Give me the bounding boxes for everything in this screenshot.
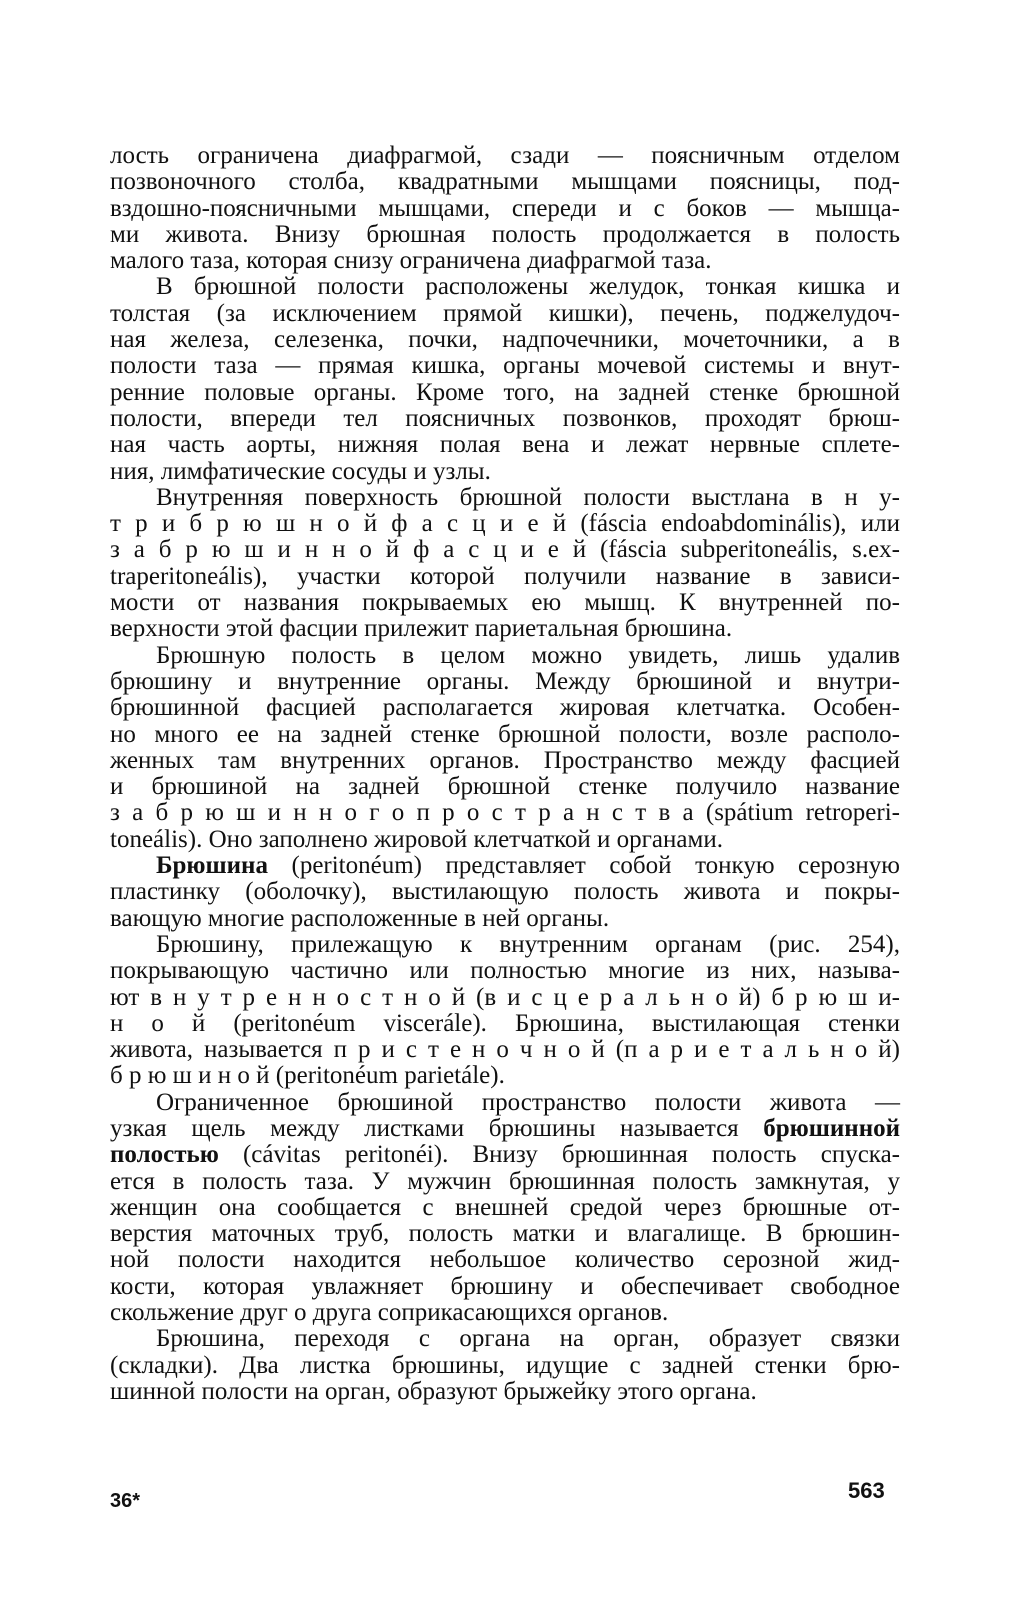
text-line: т р и б р ю ш н о й ф а с ц и е й (fáscia endoabdominális), или <box>110 510 900 538</box>
paragraph-p6 <box>110 932 900 1090</box>
text-line: з а б р ю ш и н н о й ф а с ц и е й (fáscia subperitoneális, s.ex- <box>110 536 900 564</box>
text-line: Брюшина (peritonéum) представляет собой тонкую серозную <box>156 852 900 880</box>
text-line: ется в полость таза. У мужчин брюшинная полость замкнутая, у <box>110 1167 900 1195</box>
text-line: верстия маточных труб, полость матки и влагалище. В брюшин- <box>110 1220 900 1248</box>
paragraph-p5 <box>110 853 900 932</box>
signature-mark: 36* <box>110 1490 141 1512</box>
text-line: полостью (cávitas peritonéi). Внизу брюшинная полость спуска- <box>110 1141 900 1169</box>
text-line: вздошно-поясничными мышцами, спереди и с боков — мышца- <box>110 194 900 222</box>
text-line: живота, называется п р и с т е н о ч н о й (п а р и е т а л ь н о й) <box>110 1036 900 1064</box>
paragraph-p7 <box>110 1090 900 1327</box>
text-line: ют в н у т р е н н о с т н о й (в и с ц е р а л ь н о й) б р ю ш и- <box>110 983 900 1011</box>
text-line: скольжение друг о друга соприкасающихся органов. <box>110 1299 669 1327</box>
text-line: В брюшной полости расположены желудок, тонкая кишка и <box>156 273 900 301</box>
text-line: брюшинной фасцией располагается жировая клетчатка. Особен- <box>110 694 900 722</box>
text-line: покрывающую частично или полностью многие из них, называ- <box>110 957 900 985</box>
text-line: вающую многие расположенные в ней органы. <box>110 904 610 932</box>
text-line: лость ограничена диафрагмой, сзади — поясничным отделом <box>110 142 900 169</box>
text-line: ная железа, селезенка, почки, надпочечники, мочеточники, а в <box>110 326 900 354</box>
page-number: 563 <box>848 1478 885 1503</box>
text-line: и брюшиной на задней брюшной стенке получило название <box>110 773 900 801</box>
text-line: полости, впереди тел поясничных позвонков, проходят брюш- <box>110 404 900 432</box>
text-line: ная часть аорты, нижняя полая вена и лежат нервные сплете- <box>110 431 900 459</box>
text-line: Внутренняя поверхность брюшной полости выстлана в н у- <box>156 483 900 511</box>
text-line: толстая (за исключением прямой кишки), печень, поджелудоч- <box>110 299 900 327</box>
text-line: шинной полости на орган, образуют брыжейку этого органа. <box>110 1377 757 1405</box>
text-line: Брюшину, прилежащую к внутренним органам (рис. 254), <box>156 930 900 958</box>
text-line: женных там внутренних органов. Пространство между фасцией <box>110 746 900 774</box>
text-line: верхности этой фасции прилежит париетальная брюшина. <box>110 615 733 643</box>
text-line: малого таза, которая снизу ограничена диафрагмой таза. <box>110 247 712 275</box>
paragraph-p3 <box>110 485 900 643</box>
paragraph-p4 <box>110 643 900 853</box>
paragraph-p8 <box>110 1326 900 1405</box>
text-line: позвоночного столба, квадратными мышцами поясницы, под- <box>110 168 900 196</box>
text-line: Брюшную полость в целом можно увидеть, лишь удалив <box>156 641 900 669</box>
text-line: полости таза — прямая кишка, органы мочевой системы и внут- <box>110 352 900 380</box>
text-line: но много ее на задней стенке брюшной полости, возле располо- <box>110 720 900 748</box>
text-line: брюшину и внутренние органы. Между брюшиной и внутри- <box>110 667 900 695</box>
text-line: Брюшина, переходя с органа на орган, образует связки <box>156 1325 900 1353</box>
text-line: ми живота. Внизу брюшная полость продолжается в полость <box>110 220 900 248</box>
text-line: ренние половые органы. Кроме того, на задней стенке брюшной <box>110 378 900 406</box>
body-text <box>110 143 900 1405</box>
text-line: узкая щель между листками брюшины называется брюшинной <box>110 1114 900 1142</box>
text-line: traperitoneális), участки которой получили название в зависи- <box>110 562 900 590</box>
text-line: ния, лимфатические сосуды и узлы. <box>110 457 491 485</box>
text-line: (складки). Два листка брюшины, идущие с задней стенки брю- <box>110 1351 900 1379</box>
text-line: ной полости находится небольшое количество серозной жид- <box>110 1246 900 1274</box>
text-line: б р ю ш и н о й (peritonéum parietále). <box>110 1062 505 1090</box>
text-line: кости, которая увлажняет брюшину и обеспечивает свободное <box>110 1272 900 1300</box>
text-line: toneális). Оно заполнено жировой клетчаткой и органами. <box>110 825 723 853</box>
paragraph-p1 <box>110 143 900 274</box>
text-line: Ограниченное брюшиной пространство полости живота — <box>156 1088 900 1116</box>
text-line: женщин она сообщается с внешней средой через брюшные от- <box>110 1193 900 1221</box>
text-line: з а б р ю ш и н н о г о п р о с т р а н с т в а (spátium retroperi- <box>110 799 900 827</box>
text-line: н о й (peritonéum viscerále). Брюшина, выстилающая стенки <box>110 1009 900 1037</box>
paragraph-p2 <box>110 274 900 484</box>
text-line: пластинку (оболочку), выстилающую полость живота и покры- <box>110 878 900 906</box>
text-line: мости от названия покрываемых ею мышц. К внутренней по- <box>110 589 900 617</box>
